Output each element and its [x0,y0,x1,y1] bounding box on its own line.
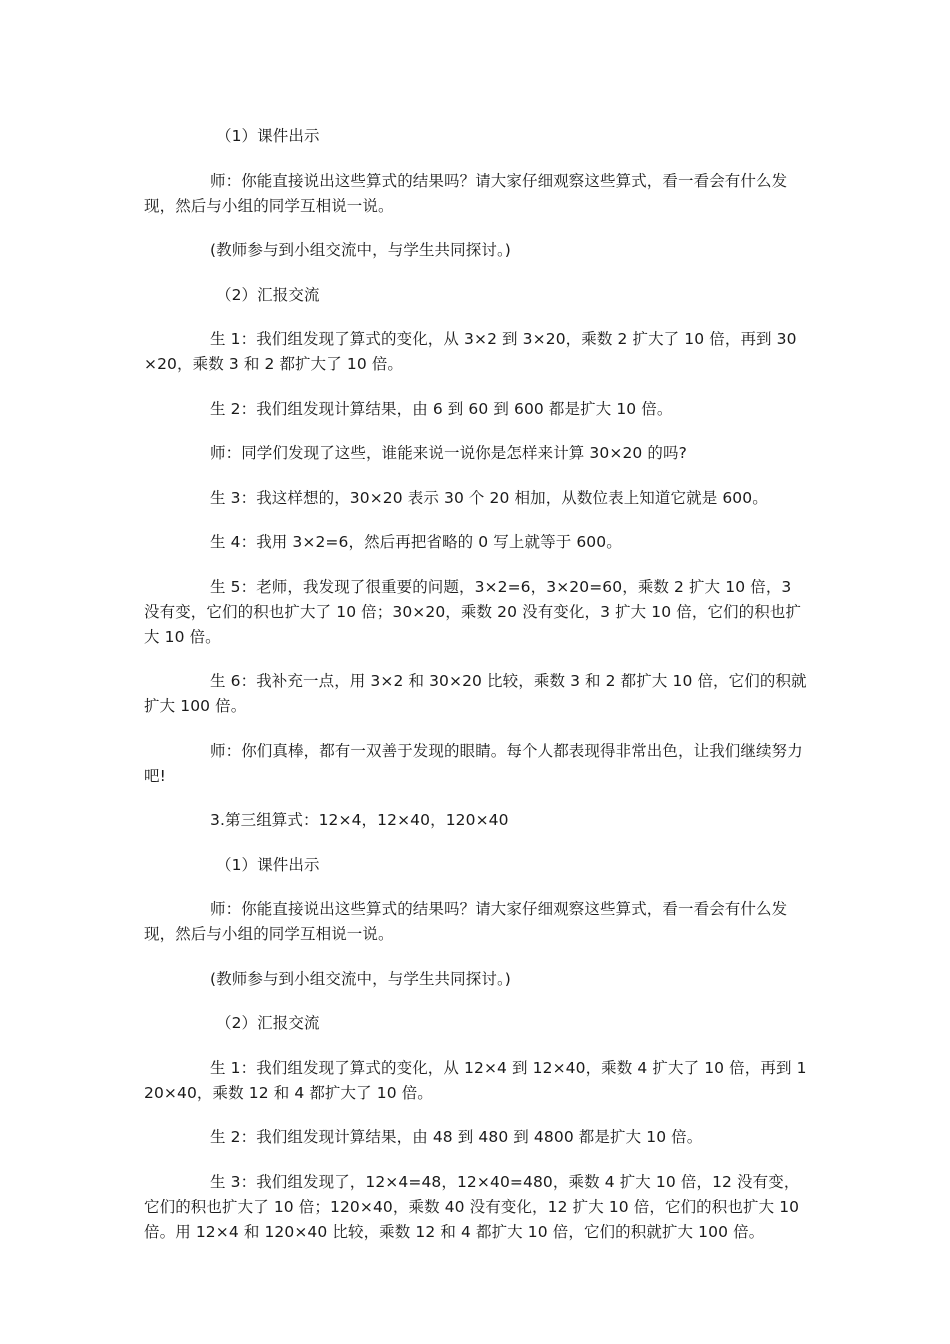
paragraph-group-heading: 3.第三组算式：12×4，12×40，120×40 [210,811,509,829]
paragraph-student-answer: 生 3：我这样想的，30×20 表示 30 个 20 相加，从数位表上知道它就是 600。 [210,488,768,507]
paragraph-student-answer: 生 2：我们组发现计算结果，由 48 到 480 到 4800 都是扩大 10 倍。 [210,1128,703,1146]
paragraph-section-heading: （1）课件出示 [216,855,320,874]
paragraph-student-answer: 生 1：我们组发现了算式的变化，从 3×2 到 3×20，乘数 2 扩大了 10 倍，再到 30×20，乘数 3 和 2 都扩大了 10 倍。 [144,330,797,373]
paragraph-student-answer: 生 1：我们组发现了算式的变化，从 12×4 到 12×40，乘数 4 扩大了 10 倍，再到 120×40，乘数 12 和 4 都扩大了 10 倍。 [144,1058,807,1102]
paragraph-teacher-prompt: 师：你能直接说出这些算式的结果吗？请大家仔细观察这些算式，看一看会有什么发现，然后与小组的同学互相说一说。 [144,900,788,943]
paragraph-stage-note: (教师参与到小组交流中，与学生共同探讨。) [210,241,511,259]
paragraph-student-answer: 生 6：我补充一点，用 3×2 和 30×20 比较，乘数 3 和 2 都扩大 10 倍，它们的积就扩大 100 倍。 [144,672,807,715]
document-body [144,124,808,1264]
paragraph-stage-note: (教师参与到小组交流中，与学生共同探讨。) [210,969,511,988]
paragraph-teacher-prompt: 师：你能直接说出这些算式的结果吗？请大家仔细观察这些算式，看一看会有什么发现，然后与小组的同学互相说一说。 [144,171,788,215]
paragraph-teacher-praise: 师：你们真棒，都有一双善于发现的眼睛。每个人都表现得非常出色，让我们继续努力吧! [144,741,803,785]
paragraph-teacher-prompt: 师：同学们发现了这些，谁能来说一说你是怎样来计算 30×20 的吗? [210,444,687,462]
paragraph-section-heading: （2）汇报交流 [216,285,320,304]
paragraph-student-answer: 生 4：我用 3×2=6，然后再把省略的 0 写上就等于 600。 [210,533,622,551]
paragraph-student-answer: 生 2：我们组发现计算结果，由 6 到 60 到 600 都是扩大 10 倍。 [210,399,673,418]
paragraph-student-answer: 生 5：老师，我发现了很重要的问题，3×2=6，3×20=60，乘数 2 扩大 10 倍，3 没有变，它们的积也扩大了 10 倍；30×20，乘数 20 没有变化，3 扩大 10 倍，它们的积也扩大 10 倍。 [144,577,802,646]
paragraph-section-heading: （1）课件出示 [216,127,320,145]
paragraph-section-heading: （2）汇报交流 [216,1014,320,1032]
paragraph-student-answer: 生 3：我们组发现了，12×4=48，12×40=480，乘数 4 扩大 10 倍，12 没有变，它们的积也扩大了 10 倍；120×40，乘数 40 没有变化，12 扩大 10 倍，它们的积也扩大 10 倍。用 12×4 和 120×40 比较，乘数 12 和 4 都扩大 10 倍，它们的积就扩大 100 倍。 [144,1172,800,1241]
